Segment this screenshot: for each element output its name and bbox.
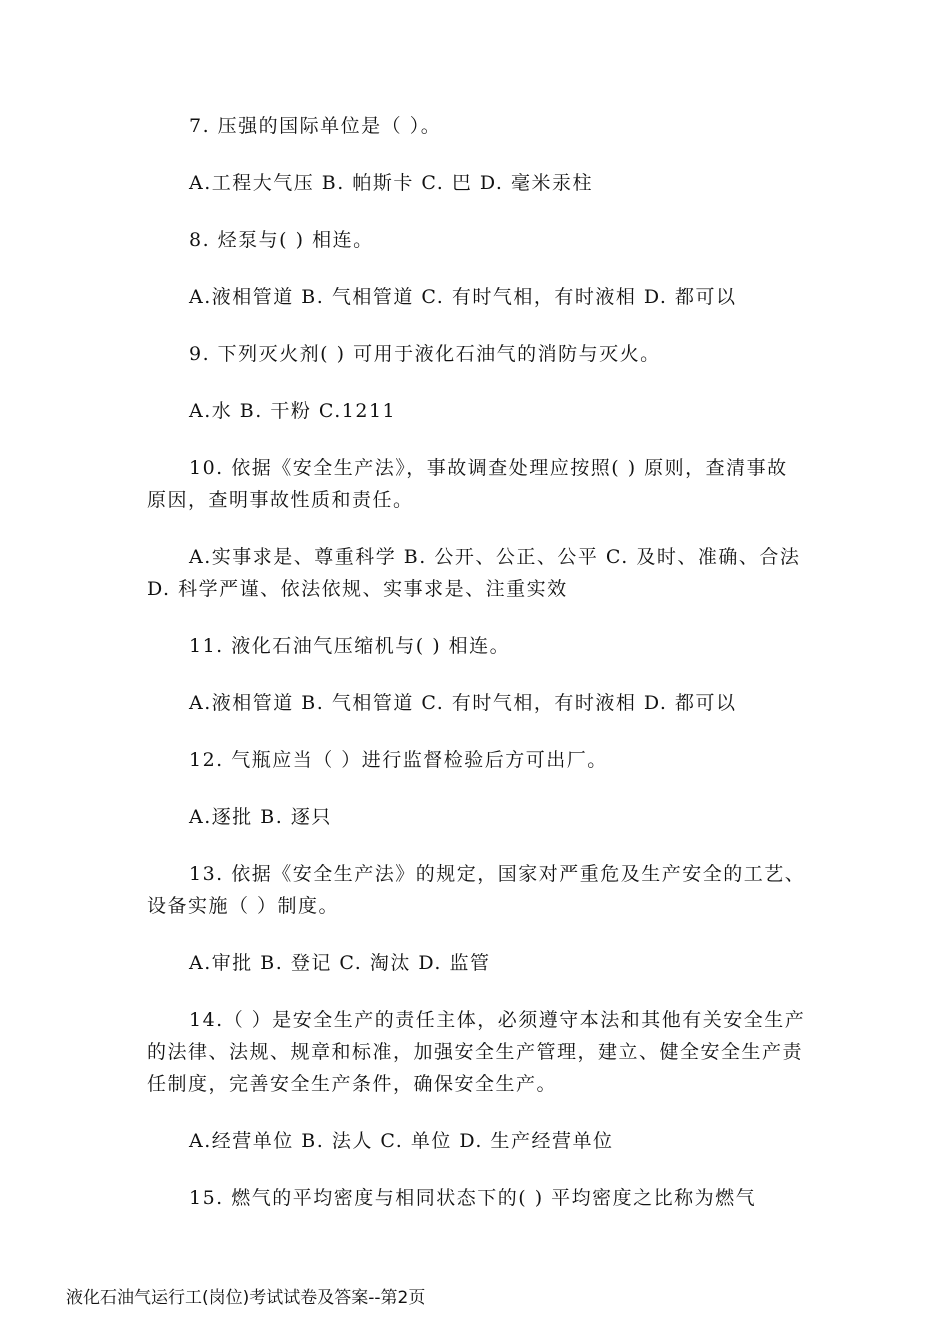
question-9-options: A.水 B. 干粉 C.1211 — [189, 400, 397, 422]
question-8: 8. 烃泵与( ) 相连。 — [189, 229, 374, 251]
question-9: 9. 下列灭火剂( ) 可用于液化石油气的消防与灭火。 — [189, 343, 661, 365]
question-7-options: A.工程大气压 B. 帕斯卡 C. 巴 D. 毫米汞柱 — [189, 172, 593, 194]
question-11-options: A.液相管道 B. 气相管道 C. 有时气相，有时液相 D. 都可以 — [189, 692, 737, 714]
question-10-options: A.实事求是、尊重科学 B. 公开、公正、公平 C. 及时、准确、合法 D. 科学严谨、依法依规、实事求是、注重实效 — [147, 546, 801, 600]
question-7: 7. 压强的国际单位是（ ）。 — [189, 115, 442, 137]
question-13-options: A.审批 B. 登记 C. 淘汰 D. 监管 — [189, 952, 491, 974]
question-11: 11. 液化石油气压缩机与( ) 相连。 — [189, 635, 511, 657]
question-13: 13. 依据《安全生产法》的规定，国家对严重危及生产安全的工艺、设备实施（ ）制度。 — [147, 863, 806, 917]
question-10: 10. 依据《安全生产法》，事故调查处理应按照( ) 原则，查清事故原因，查明事故性质和责任。 — [147, 457, 788, 511]
question-8-options: A.液相管道 B. 气相管道 C. 有时气相，有时液相 D. 都可以 — [189, 286, 737, 308]
question-14: 14.（ ）是安全生产的责任主体，必须遵守本法和其他有关安全生产的法律、法规、规章和标准，加强安全生产管理，建立、健全安全生产责任制度，完善安全生产条件，确保安全生产。 — [147, 1009, 806, 1095]
question-12-options: A.逐批 B. 逐只 — [189, 806, 332, 828]
question-15: 15. 燃气的平均密度与相同状态下的( ) 平均密度之比称为燃气 — [189, 1187, 757, 1209]
question-12: 12. 气瓶应当（ ）进行监督检验后方可出厂。 — [189, 749, 608, 771]
document-body — [147, 110, 807, 1214]
page-footer: 液化石油气运行工(岗位)考试试卷及答案--第2页 — [66, 1288, 426, 1308]
question-14-options: A.经营单位 B. 法人 C. 单位 D. 生产经营单位 — [189, 1130, 614, 1152]
